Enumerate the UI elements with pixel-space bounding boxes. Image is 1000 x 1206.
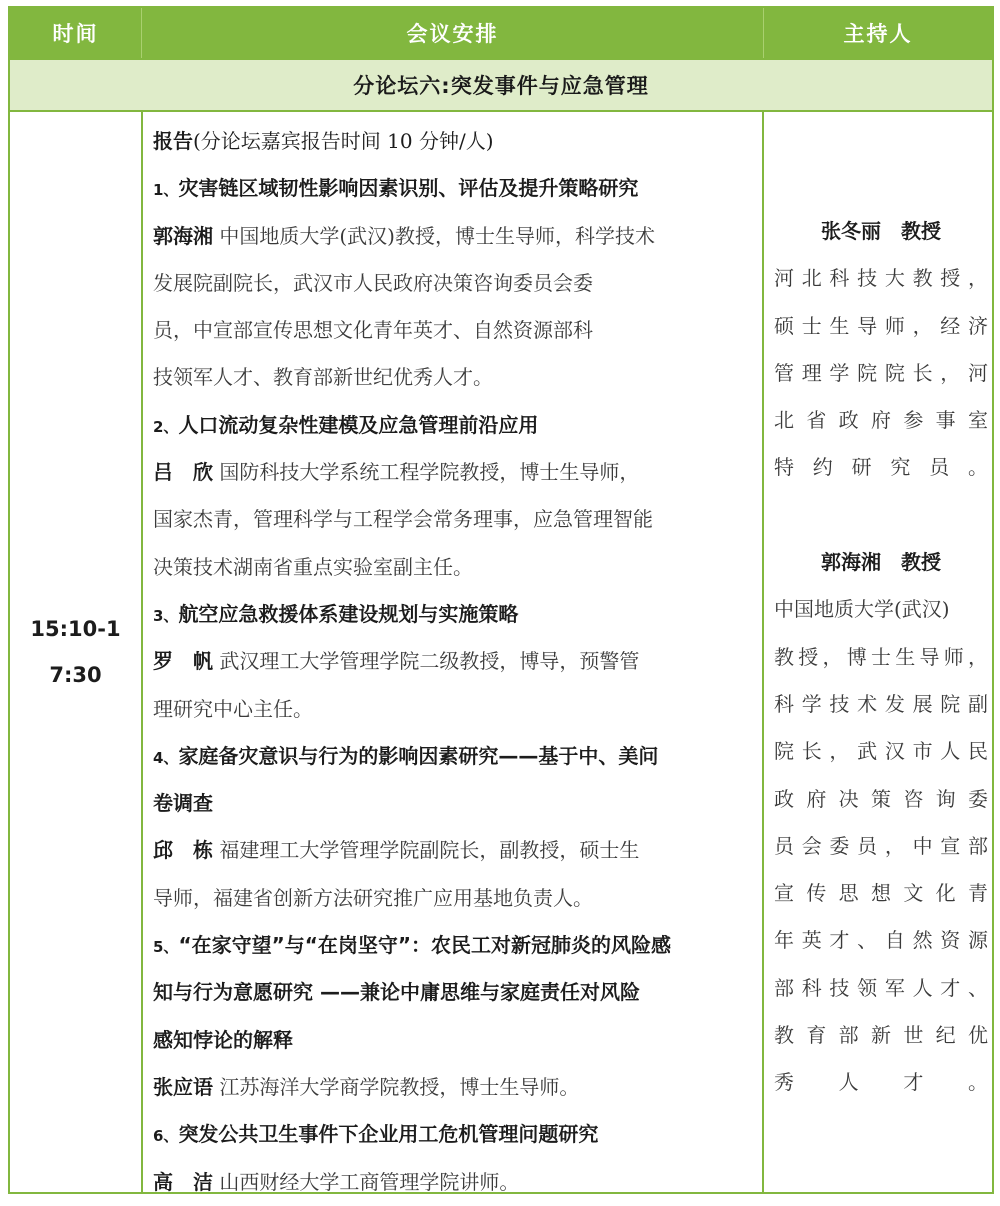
header-host: 主持人 (763, 8, 992, 58)
host-bio-line: 教育部新世纪优 (774, 1023, 988, 1048)
report-intro-label: 报告 (153, 129, 193, 153)
agenda-cell (153, 118, 765, 1206)
speaker-line (153, 213, 765, 260)
speaker-desc: 导师，福建省创新方法研究推广应用基地负责人。 (153, 885, 593, 910)
host-bio-line: 政府决策咨询委 (774, 786, 988, 811)
speaker-line (153, 354, 765, 401)
host-bio-line: 教授，博士生导师， (774, 644, 988, 669)
host-gap (774, 492, 988, 539)
speaker-name: 邱 栋 (153, 838, 213, 863)
speaker-desc: 江苏海洋大学商学院教授，博士生导师。 (219, 1074, 580, 1099)
speaker-line (153, 544, 765, 591)
host-bio-line: 院长，武汉市人民 (774, 739, 988, 764)
talk-title (153, 733, 765, 780)
host-bio-line: 员会委员，中宣部 (774, 833, 988, 858)
talk-title-text: “在家守望”与“在岗坚守”：农民工对新冠肺炎的风险感 (178, 933, 672, 958)
host-bio-line: 科学技术发展院副 (774, 691, 988, 716)
talk-title-text: 家庭备灾意识与行为的影响因素研究——基于中、美问 (178, 743, 659, 768)
speaker-desc: 发展院副院长，武汉市人民政府决策咨询委员会委 (153, 270, 593, 295)
speaker-desc: 决策技术湖南省重点实验室副主任。 (153, 554, 473, 579)
column-divider (141, 112, 143, 1192)
speaker-line (153, 875, 765, 922)
speaker-desc: 福建理工大学管理学院副院长，副教授，硕士生 (219, 838, 640, 863)
host-bio-line: 秀人才。 (774, 1070, 988, 1095)
talk-number: 2、 (153, 417, 179, 436)
talk-title-text: 突发公共卫生事件下企业用工危机管理问题研究 (178, 1122, 599, 1147)
talk-title-text: 知与行为意愿研究 ——兼论中庸思维与家庭责任对风险 (153, 980, 640, 1005)
talk-title (153, 922, 765, 969)
talk-title-text: 感知悖论的解释 (153, 1027, 293, 1052)
talk-number: 3、 (153, 606, 179, 625)
speaker-desc: 中国地质大学(武汉)教授，博士生导师，科学技术 (219, 223, 655, 248)
speaker-desc: 武汉理工大学管理学院二级教授，博导，预警管 (219, 649, 640, 674)
speaker-desc: 员，中宣部宣传思想文化青年英才、自然资源部科 (153, 318, 593, 343)
talk-title (153, 969, 765, 1016)
host-bio-line: 宣传思想文化青 (774, 881, 988, 906)
host-bio-line: 年英才、自然资源 (774, 928, 988, 953)
speaker-line (153, 496, 765, 543)
talk-title (153, 1111, 765, 1158)
talk-number: 4、 (153, 748, 179, 767)
talk-title-text: 灾害链区域韧性影响因素识别、评估及提升策略研究 (178, 176, 639, 201)
speaker-name: 郭海湘 (153, 223, 213, 248)
speaker-line (153, 827, 765, 874)
host-bio-line: 管理学院院长，河 (774, 360, 988, 385)
talk-title-text: 航空应急救援体系建设规划与实施策略 (178, 601, 519, 626)
speaker-desc: 山西财经大学工商管理学院讲师。 (219, 1169, 520, 1194)
talk-title-text: 卷调查 (153, 791, 213, 816)
speaker-name: 高 洁 (153, 1169, 213, 1194)
speaker-line (153, 307, 765, 354)
speaker-line (153, 686, 765, 733)
speaker-name: 罗 帆 (153, 649, 213, 674)
host-cell (774, 208, 988, 1107)
talk-number: 5、 (153, 938, 179, 957)
speaker-name: 张应语 (153, 1074, 213, 1099)
speaker-desc: 国防科技大学系统工程学院教授，博士生导师， (219, 460, 640, 485)
report-intro-note: (分论坛嘉宾报告时间 10 分钟/人) (193, 129, 494, 153)
talk-title (153, 591, 765, 638)
report-intro (153, 118, 765, 165)
speaker-name: 吕 欣 (153, 460, 213, 485)
talk-title (153, 1017, 765, 1064)
host-bio-line: 部科技领军人才、 (774, 975, 988, 1000)
host-bio-line: 中国地质大学(武汉) (774, 597, 950, 622)
host-bio-line: 特约研究员。 (774, 455, 988, 480)
speaker-line (153, 449, 765, 496)
speaker-line (153, 638, 765, 685)
talk-title (153, 165, 765, 212)
talk-number: 6、 (153, 1127, 179, 1146)
host-bio-line: 硕士生导师，经济 (774, 313, 988, 338)
header-time: 时间 (52, 22, 99, 46)
speaker-desc: 技领军人才、教育部新世纪优秀人才。 (153, 365, 493, 390)
speaker-line (153, 1064, 765, 1111)
table-header (10, 8, 992, 58)
header-agenda: 会议安排 (141, 8, 763, 58)
talk-number: 1、 (153, 181, 179, 200)
speaker-line (153, 1159, 765, 1206)
host-name: 郭海湘 教授 (821, 550, 941, 575)
time-slot: 15:10-17:30 (30, 617, 121, 687)
agenda-table (8, 6, 994, 1194)
host-bio-line: 河北科技大教授， (774, 266, 988, 291)
speaker-line (153, 260, 765, 307)
talk-title (153, 402, 765, 449)
speaker-desc: 理研究中心主任。 (153, 696, 313, 721)
talk-title-text: 人口流动复杂性建模及应急管理前沿应用 (178, 412, 539, 437)
time-cell (10, 112, 141, 1192)
talk-title (153, 780, 765, 827)
host-name: 张冬丽 教授 (821, 219, 941, 243)
speaker-desc: 国家杰青，管理科学与工程学会常务理事，应急管理智能 (153, 507, 653, 532)
host-bio-line: 北省政府参事室 (774, 408, 988, 433)
forum-title: 分论坛六:突发事件与应急管理 (10, 58, 992, 112)
